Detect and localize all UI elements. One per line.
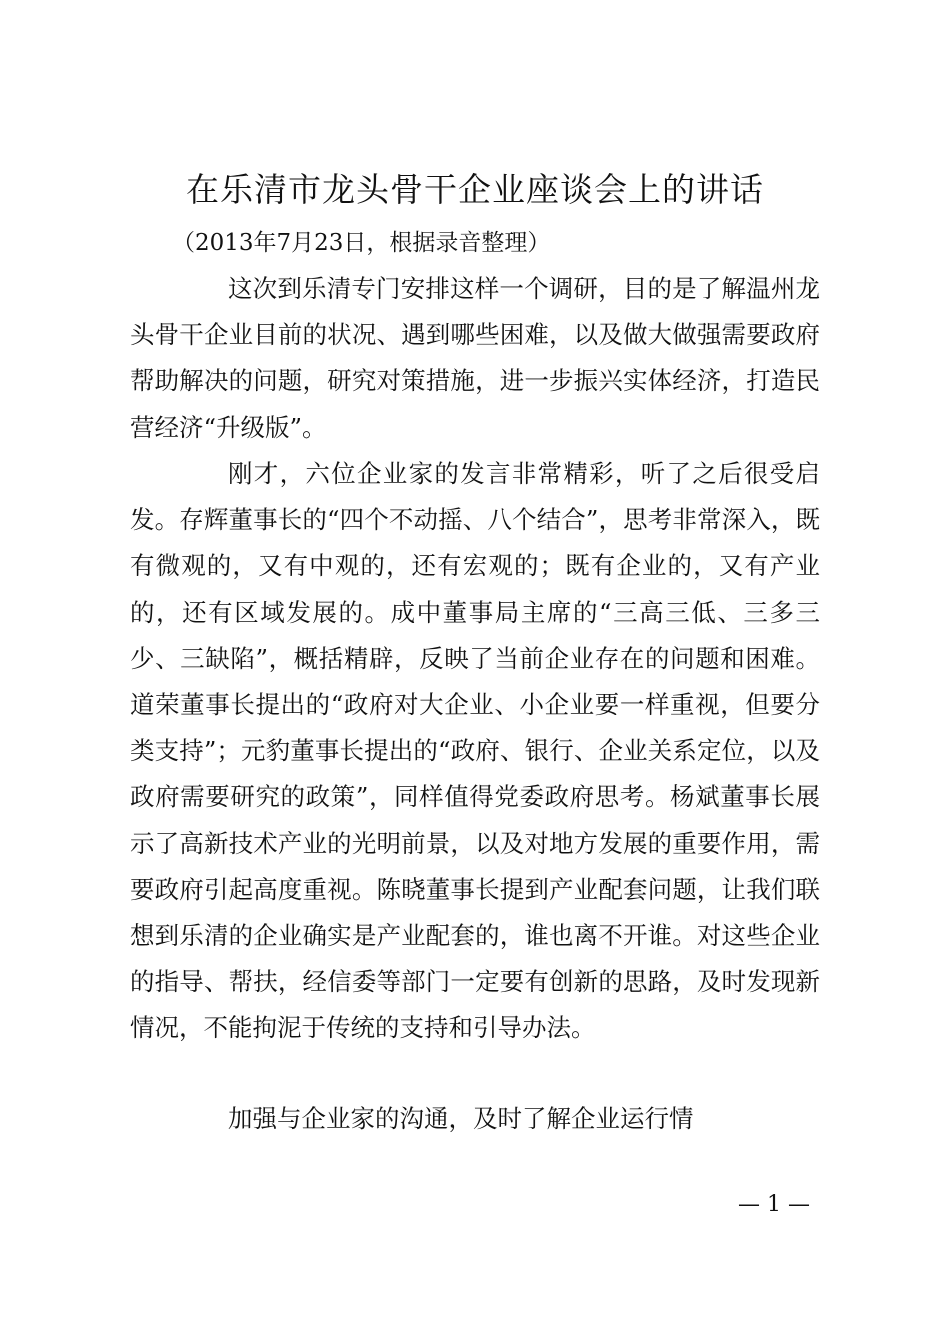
- body-paragraph-2: 刚才，六位企业家的发言非常精彩，听了之后很受启发。存辉董事长的“四个不动摇、八个结合”，思考非常深入，既有微观的，又有中观的，还有宏观的；既有企业的，又有产业的，还有区域发展的。成中董事局主席的“三高三低、三多三少、三缺陷”，概括精辟，反映了当前企业存在的问题和困难。道荣董事长提出的“政府对大企业、小企业要一样重视，但要分类支持”；元豹董事长提出的“政府、银行、企业关系定位，以及政府需要研究的政策”，同样值得党委政府思考。杨斌董事长展示了高新技术产业的光明前景，以及对地方发展的重要作用，需要政府引起高度重视。陈晓董事长提到产业配套问题，让我们联想到乐清的企业确实是产业配套的，谁也离不开谁。对这些企业的指导、帮扶，经信委等部门一定要有创新的思路，及时发现新情况，不能拘泥于传统的支持和引导办法。: [130, 459, 820, 1043]
- document-title: 在乐清市龙头骨干企业座谈会上的讲话: [186, 170, 764, 209]
- body-paragraph-1: 这次到乐清专门安排这样一个调研，目的是了解温州龙头骨干企业目前的状况、遇到哪些困难，以及做大做强需要政府帮助解决的问题，研究对策措施，进一步振兴实体经济，打造民营经济“升级版”。: [130, 274, 820, 442]
- page-number: — 1 —: [738, 1192, 810, 1217]
- body-paragraph-3: 加强与企业家的沟通，及时了解企业运行情: [228, 1104, 694, 1133]
- document-subtitle: （2013年7月23日，根据录音整理）: [172, 230, 551, 256]
